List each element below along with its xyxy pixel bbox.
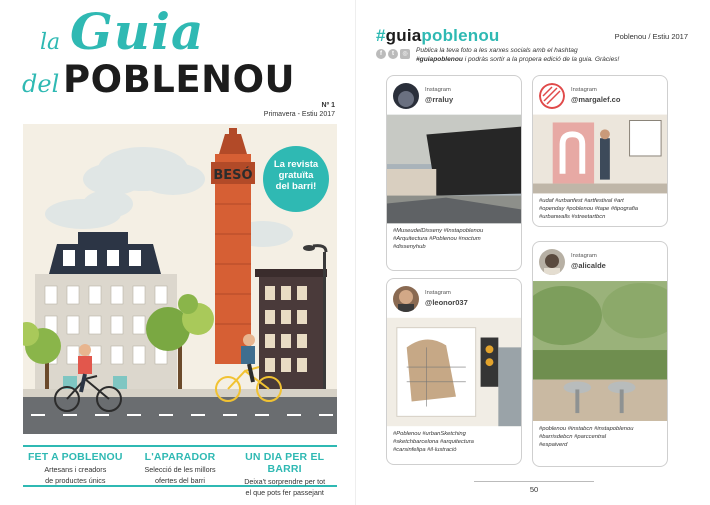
cover-illustration: [23, 124, 337, 434]
issue-number: Nº 1: [321, 102, 335, 109]
section-desc-1: Artesans i creadors: [44, 465, 107, 474]
section-desc-2: el que pots fer passejant: [245, 488, 324, 497]
hashtag-prefix: #: [376, 26, 386, 45]
free-magazine-badge: [263, 146, 329, 212]
post-tag-line: #openday #poblenou #tape #tipografia: [539, 206, 638, 212]
cover-sections: [23, 445, 337, 497]
post-network: Instagram: [425, 87, 451, 93]
post-photo: [533, 114, 667, 194]
section-aparador: [128, 447, 233, 485]
intro-hashtag: #guiapoblenou: [416, 55, 463, 63]
post-username: @alicalde: [571, 261, 606, 270]
post-network: Instagram: [425, 290, 451, 296]
post-photo: [533, 280, 667, 422]
section-title: UN DIA PER EL BARRI: [245, 451, 325, 475]
section-desc-1: Selecció de les millors: [144, 465, 216, 474]
logo-del: del: [22, 70, 60, 98]
instagram-post-card: [532, 75, 668, 227]
twitter-icon: t: [388, 49, 398, 59]
avatar: [539, 83, 565, 109]
intro-line-2: i podràs sortir a la propera edició de la guia. Gràcies!: [462, 55, 620, 63]
avatar: [393, 83, 419, 109]
instagram-post-card: [386, 278, 522, 465]
post-tag-line: #MuseudelDisseny #Instapoblenou: [393, 228, 484, 234]
post-photo: [387, 317, 521, 427]
page-hashtag-title: [376, 26, 500, 46]
post-tag-line: #poblenou #instabcn #instapoblenou: [539, 426, 634, 432]
section-desc-2: de productes únics: [45, 476, 106, 485]
post-tag-line: #Poblenou #urbanSketching: [393, 431, 466, 437]
instagram-post-card: [386, 75, 522, 271]
logo-la: la: [40, 30, 61, 55]
instagram-post-card: [532, 241, 668, 467]
post-header: [533, 242, 667, 280]
post-header: [533, 76, 667, 114]
post-tag-line: #barrisdebcn #parccentral: [539, 434, 607, 440]
badge-line-1: La revista: [273, 159, 319, 170]
post-tag-line: #udaf #urbanfest #artfestival #art: [539, 198, 624, 204]
hashtag-word-guia: guia: [385, 26, 422, 45]
post-tag-line: #espaiverd: [539, 442, 568, 448]
post-tag-line: #sketchbarcelona #arquitectura: [393, 439, 474, 445]
issue-info: [264, 101, 335, 119]
badge-line-3: del barri!: [275, 181, 317, 192]
social-icons: [376, 49, 410, 59]
tower-sign: BESÓ: [213, 168, 253, 183]
post-tag-line: #Arquitectura #Poblenou #noctum: [393, 236, 481, 242]
intro-line-1: Publica la teva foto a les xarxes socials amb el hashtag: [416, 47, 578, 54]
section-title: L'APARADOR: [144, 451, 216, 463]
intro-text: [416, 47, 686, 64]
page-header: Poblenou / Estiu 2017: [614, 32, 688, 41]
post-username: @rraluy: [425, 95, 454, 104]
section-title: FET A POBLENOU: [27, 451, 123, 463]
section-un-dia-per-el-barri: [232, 447, 337, 497]
post-tags: [387, 224, 521, 254]
post-tags: [533, 422, 667, 452]
facebook-icon: f: [376, 49, 386, 59]
post-photo: [387, 114, 521, 224]
logo-poblenou: POBLENOU: [63, 58, 296, 101]
hashtag-word-poblenou: poblenou: [421, 26, 500, 45]
section-fet-a-poblenou: [23, 447, 128, 485]
section-desc-2: ofertes del barri: [155, 476, 205, 485]
post-network: Instagram: [571, 253, 597, 259]
post-tag-line: #dissenyhub: [393, 244, 426, 250]
avatar: [393, 286, 419, 312]
issue-season: Primavera - Estiu 2017: [263, 111, 335, 118]
post-username: @leonor037: [425, 298, 468, 307]
post-header: [387, 76, 521, 114]
post-header: [387, 279, 521, 317]
post-tags: [533, 194, 667, 224]
page-number: 50: [474, 481, 594, 494]
post-network: Instagram: [571, 87, 597, 93]
section-desc-1: Deixa't sorprendre per tot: [244, 477, 326, 486]
instagram-icon: ◎: [400, 49, 410, 59]
post-tags: [387, 427, 521, 457]
avatar: [539, 249, 565, 275]
post-tag-line: #carsinfelipa #il·lustració: [393, 447, 457, 453]
post-tag-line: #urbanwalls #streetartbcn: [539, 214, 606, 220]
logo-guia: Guia: [70, 2, 205, 61]
hashtag-page: [355, 0, 710, 505]
post-username: @margalef.co: [571, 95, 621, 104]
badge-line-2: gratuïta: [278, 170, 314, 181]
